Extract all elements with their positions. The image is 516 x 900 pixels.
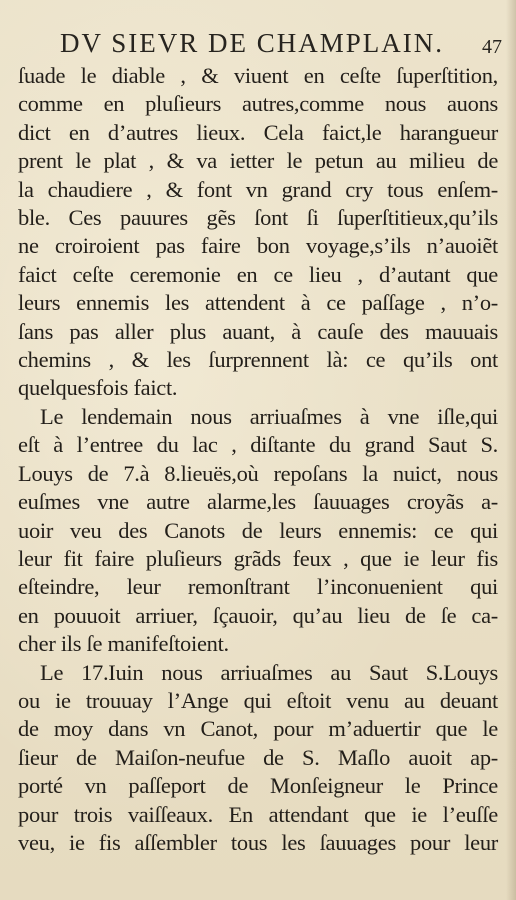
text-line: de moy dans vn Canot, pour m’aduertir que le <box>18 716 498 742</box>
text-line: ſuade le diable , & viuent en ceſte ſuperſtition, <box>18 63 498 88</box>
text-line: veu, ie fis aſſembler tous les ſauuages pour leur <box>18 829 498 855</box>
text-line: ble. Ces pauures gẽs ſont ſi ſuperſtitieux,qu’ils <box>18 205 498 231</box>
page-number: 47 <box>482 36 502 58</box>
text-line: ſieur de Maiſon-neufue de S. Maſlo auoit ap- <box>18 744 498 770</box>
text-line: faict ceſte ceremonie en ce lieu , d’autant que <box>18 261 498 287</box>
text-line: uoir veu des Canots de leurs ennemis: ce qui <box>18 517 498 543</box>
text-line: dict en d’autres lieux. Cela faict,le harangueur <box>18 119 498 145</box>
text-line: Louys de 7.à 8.lieuës,où repoſans la nuict, nous <box>18 460 498 486</box>
body-text <box>18 62 498 857</box>
text-line: eſt à l’entree du lac , diſtante du grand Saut S. <box>18 432 498 458</box>
text-line: quelquesfois faict. <box>18 375 178 401</box>
text-line: porté vn paſſeport de Monſeigneur le Prince <box>18 773 498 799</box>
text-line: euſmes vne autre alarme,les ſauuages croyãs a- <box>18 489 498 515</box>
text-line: en pouuoit arriuer, ſçauoir, qu’au lieu de ſe ca- <box>18 602 498 628</box>
running-head: DV SIEVR DE CHAMPLAIN. <box>60 28 445 58</box>
text-line: ſans pas aller plus auant, à cauſe des mauuais <box>18 318 498 344</box>
page-edge-shadow <box>506 0 516 900</box>
text-line: la chaudiere , & font vn grand cry tous enſem- <box>18 176 498 202</box>
text-line: ne croiroient pas faire bon voyage,s’ils n’auoiẽt <box>18 233 498 259</box>
text-line: chemins , & les ſurprennent là: ce qu’ils ont <box>18 347 498 373</box>
paragraph-first-line: Le 17.Iuin nous arriuaſmes au Saut S.Louys <box>40 659 498 685</box>
text-line: ou ie trouuay l’Ange qui eſtoit venu au deuant <box>18 687 498 713</box>
text-line: eſteindre, leur remonſtrant l’inconuenient qui <box>18 574 498 600</box>
text-line: pour trois vaiſſeaux. En attendant que ie l’euſſe <box>18 801 498 827</box>
text-line: leurs ennemis les attendent à ce paſſage , n’o- <box>18 290 498 316</box>
paragraph-first-line: Le lendemain nous arriuaſmes à vne iſle,qui <box>40 403 498 429</box>
text-line: prent le plat , & va ietter le petun au milieu de <box>18 148 498 174</box>
text-line: comme en pluſieurs autres,comme nous auons <box>18 91 498 117</box>
text-line: cher ils ſe manifeſtoient. <box>18 631 229 657</box>
text-line: leur fit faire pluſieurs grãds feux , que ie leur fis <box>18 545 498 571</box>
